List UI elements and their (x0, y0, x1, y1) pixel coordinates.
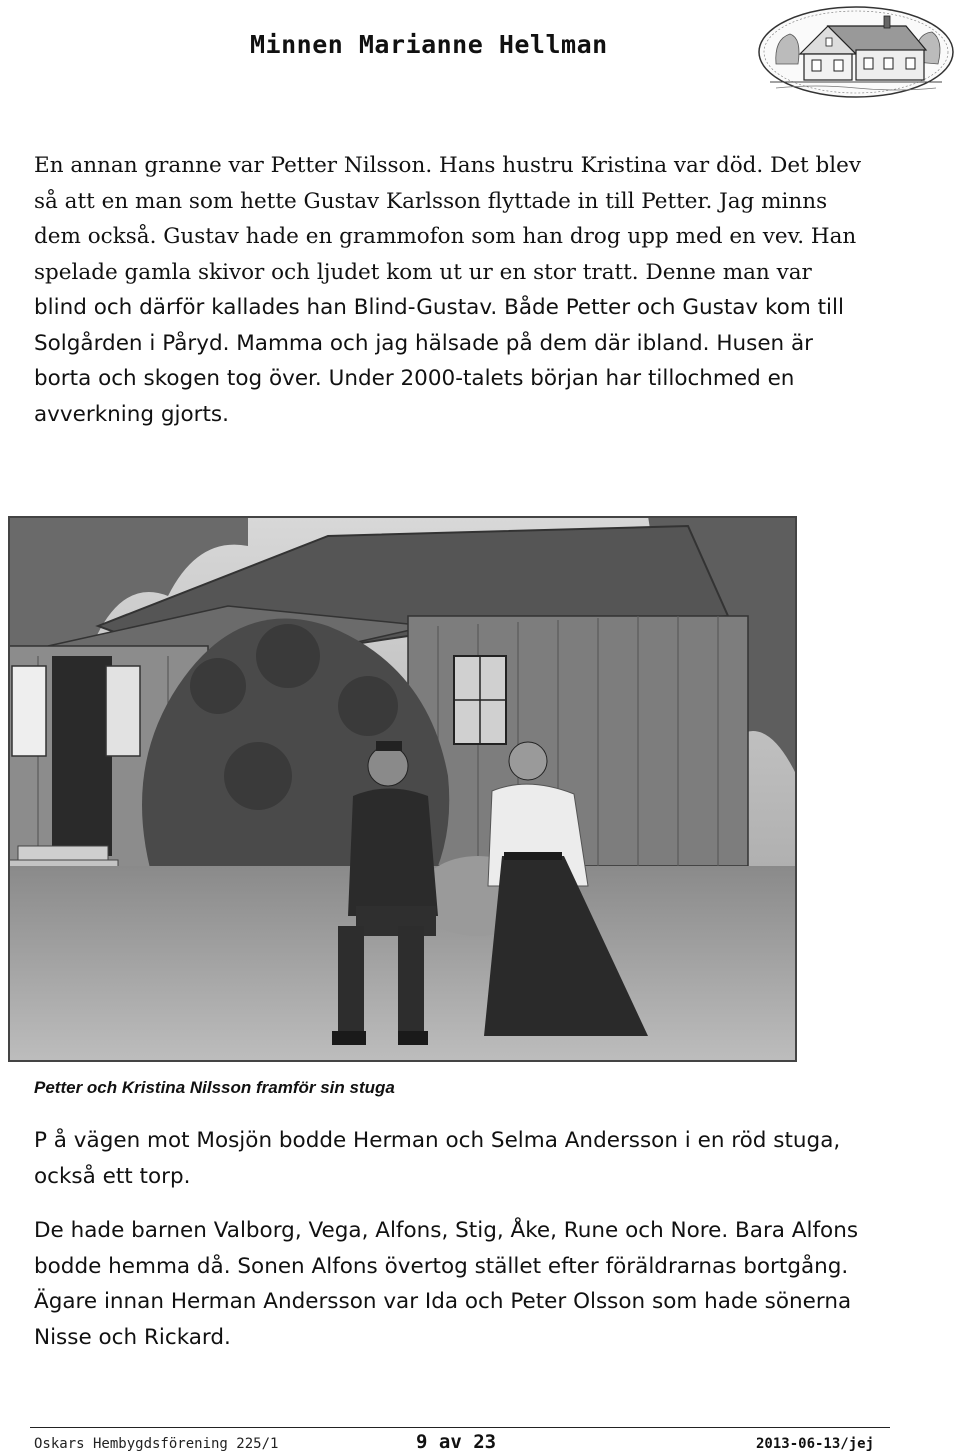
farmhouse-sketch-logo (756, 4, 956, 100)
text-line: avverkning gjorts. (34, 401, 229, 427)
footer-organization: Oskars Hembygdsförening 225/1 (34, 1436, 279, 1452)
document-title: Minnen Marianne Hellman (250, 30, 608, 59)
text-line: bodde hemma då. Sonen Alfons övertog stället efter föräldrarnas bortgång. (34, 1253, 849, 1279)
text-line: dem också. Gustav hade en grammofon som han drog upp med en vev. Han (34, 224, 857, 249)
text-line: Nisse och Rickard. (34, 1324, 231, 1350)
photo-caption: Petter och Kristina Nilsson framför sin stuga (34, 1078, 395, 1097)
text-line: Ägare innan Herman Andersson var Ida och Peter Olsson som hade sönerna (34, 1289, 852, 1314)
paragraph-petter-nilsson-cont (34, 290, 934, 432)
footer-date: 2013-06-13/jej (756, 1436, 875, 1452)
text-line: P å vägen mot Mosjön bodde Herman och Selma Andersson i en röd stuga, (34, 1128, 841, 1153)
page-number: 9 av 23 (416, 1431, 497, 1453)
text-line: också ett torp. (34, 1163, 191, 1189)
text-line: De hade barnen Valborg, Vega, Alfons, Stig, Åke, Rune och Nore. Bara Alfons (34, 1218, 859, 1243)
paragraph-herman-selma (34, 1123, 934, 1194)
text-line: spelade gamla skivor och ljudet kom ut ur en stor tratt. Denne man var (34, 259, 812, 285)
text-line: Solgården i Påryd. Mamma och jag hälsade på dem där ibland. Husen är (34, 330, 814, 356)
paragraph-petter-nilsson (34, 148, 934, 290)
footer-divider (30, 1427, 890, 1428)
paragraph-children (34, 1213, 934, 1355)
photo-couple-in-front-of-cottage (8, 516, 797, 1062)
text-line: blind och därför kallades han Blind-Gustav. Både Petter och Gustav kom till (34, 295, 844, 320)
text-line: borta och skogen tog över. Under 2000-talets början har tillochmed en (34, 366, 795, 391)
text-line: så att en man som hette Gustav Karlsson flyttade in till Petter. Jag minns (34, 188, 828, 214)
text-line: En annan granne var Petter Nilsson. Hans hustru Kristina var död. Det blev (34, 153, 862, 178)
